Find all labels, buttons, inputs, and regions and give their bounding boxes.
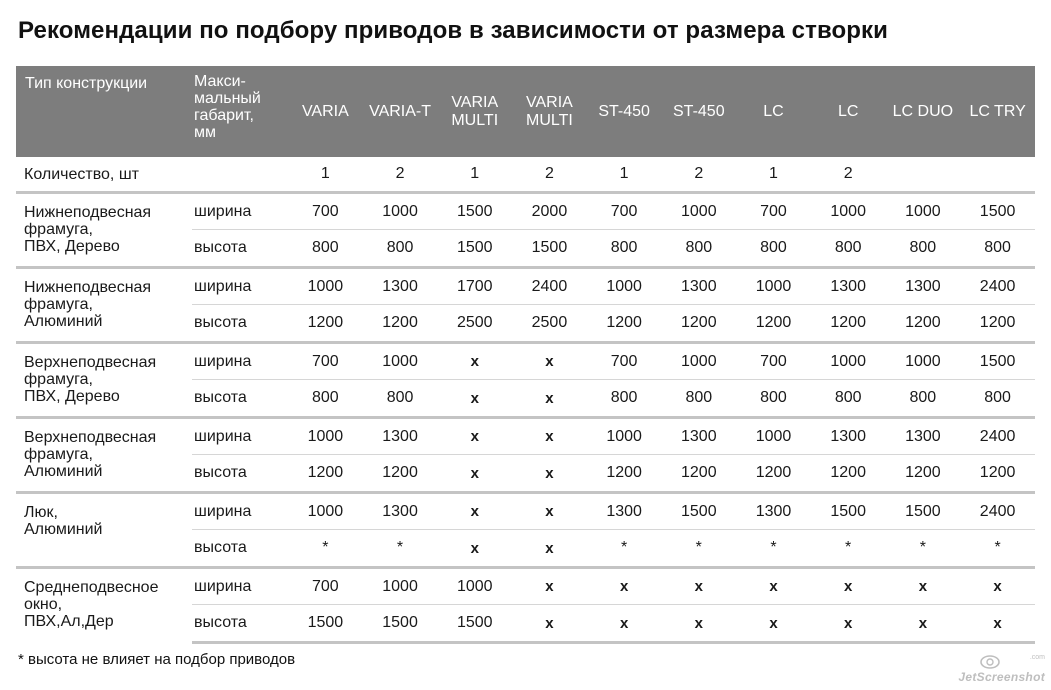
- value-cell: *: [587, 530, 662, 568]
- value-cell: 800: [736, 230, 811, 268]
- value-cell: 800: [661, 380, 736, 418]
- header-model-10: LC TRY: [960, 66, 1035, 157]
- value-cell: 1200: [587, 305, 662, 343]
- value-cell: 1200: [736, 305, 811, 343]
- value-cell: 700: [288, 343, 363, 380]
- value-cell: 1200: [811, 455, 886, 493]
- quantity-cell: 2: [512, 157, 587, 193]
- value-cell: 800: [736, 380, 811, 418]
- dimension-label: ширина: [192, 343, 288, 380]
- value-cell: 800: [960, 230, 1035, 268]
- value-cell: x: [512, 568, 587, 605]
- dimension-label: высота: [192, 380, 288, 418]
- value-cell: 1700: [437, 268, 512, 305]
- value-cell: 1200: [886, 305, 961, 343]
- value-cell: 2400: [512, 268, 587, 305]
- value-cell: 1000: [363, 343, 438, 380]
- quantity-cell: 2: [363, 157, 438, 193]
- value-cell: 1300: [363, 418, 438, 455]
- value-cell: 800: [886, 380, 961, 418]
- value-cell: 1000: [736, 418, 811, 455]
- value-cell: 1500: [363, 605, 438, 643]
- value-cell: 1300: [811, 418, 886, 455]
- quantity-cell: 1: [437, 157, 512, 193]
- actuator-spec-table: [16, 66, 1035, 644]
- header-construction-type: Тип конструкции: [16, 66, 192, 157]
- header-model-9: LC DUO: [886, 66, 961, 157]
- value-cell: *: [363, 530, 438, 568]
- quantity-cell: 2: [661, 157, 736, 193]
- value-cell: x: [512, 380, 587, 418]
- header-model-8: LC: [811, 66, 886, 157]
- value-cell: 1200: [736, 455, 811, 493]
- value-cell: 1300: [661, 268, 736, 305]
- value-cell: 800: [587, 380, 662, 418]
- value-cell: x: [512, 455, 587, 493]
- camera-shutter-icon: [979, 654, 1001, 670]
- value-cell: *: [288, 530, 363, 568]
- value-cell: 1500: [437, 230, 512, 268]
- dimension-label: высота: [192, 455, 288, 493]
- value-cell: x: [437, 530, 512, 568]
- value-cell: 800: [886, 230, 961, 268]
- header-model-6: ST-450: [661, 66, 736, 157]
- value-cell: 1000: [288, 418, 363, 455]
- watermark-logo: [933, 654, 1045, 684]
- value-cell: 2500: [512, 305, 587, 343]
- watermark-text: JetScreenshot: [958, 670, 1045, 684]
- value-cell: 800: [363, 230, 438, 268]
- value-cell: 700: [736, 343, 811, 380]
- value-cell: 2000: [512, 193, 587, 230]
- value-cell: x: [661, 568, 736, 605]
- dimension-label: ширина: [192, 568, 288, 605]
- value-cell: x: [512, 418, 587, 455]
- value-cell: 1000: [587, 418, 662, 455]
- construction-type-label: Нижнеподвесная фрамуга, Алюминий: [16, 268, 192, 343]
- value-cell: 1000: [288, 493, 363, 530]
- value-cell: 700: [587, 343, 662, 380]
- value-cell: 800: [363, 380, 438, 418]
- dimension-label: высота: [192, 605, 288, 643]
- value-cell: 1000: [886, 193, 961, 230]
- value-cell: 1500: [661, 493, 736, 530]
- quantity-label: Количество, шт: [16, 157, 288, 193]
- construction-type-label: Среднеподвесное окно, ПВХ,Ал,Дер: [16, 568, 192, 643]
- value-cell: 1500: [960, 193, 1035, 230]
- value-cell: 700: [587, 193, 662, 230]
- quantity-cell: 2: [811, 157, 886, 193]
- dimension-label: высота: [192, 305, 288, 343]
- construction-type-label: Люк, Алюминий: [16, 493, 192, 568]
- value-cell: 1300: [811, 268, 886, 305]
- header-model-3: VARIA MULTI: [437, 66, 512, 157]
- quantity-cell: 1: [736, 157, 811, 193]
- value-cell: 1200: [288, 305, 363, 343]
- value-cell: 800: [587, 230, 662, 268]
- construction-type-label: Верхнеподвесная фрамуга, ПВХ, Дерево: [16, 343, 192, 418]
- value-cell: 1200: [661, 305, 736, 343]
- value-cell: x: [960, 605, 1035, 643]
- value-cell: x: [512, 343, 587, 380]
- value-cell: x: [661, 605, 736, 643]
- value-cell: 1500: [437, 605, 512, 643]
- value-cell: 1200: [886, 455, 961, 493]
- value-cell: 1500: [811, 493, 886, 530]
- value-cell: 1200: [363, 455, 438, 493]
- value-cell: 800: [960, 380, 1035, 418]
- value-cell: x: [437, 380, 512, 418]
- dimension-label: ширина: [192, 268, 288, 305]
- header-max-size: Макси- мальный габарит, мм: [192, 66, 288, 157]
- value-cell: *: [960, 530, 1035, 568]
- table-row: [16, 568, 1035, 605]
- value-cell: *: [661, 530, 736, 568]
- value-cell: x: [437, 455, 512, 493]
- value-cell: 1200: [363, 305, 438, 343]
- value-cell: 2500: [437, 305, 512, 343]
- value-cell: 1500: [288, 605, 363, 643]
- dimension-label: ширина: [192, 493, 288, 530]
- value-cell: 1000: [288, 268, 363, 305]
- value-cell: 800: [661, 230, 736, 268]
- value-cell: *: [811, 530, 886, 568]
- value-cell: 1000: [363, 568, 438, 605]
- value-cell: 800: [811, 380, 886, 418]
- dimension-label: высота: [192, 530, 288, 568]
- construction-type-label: Нижнеподвесная фрамуга, ПВХ, Дерево: [16, 193, 192, 268]
- value-cell: 1300: [661, 418, 736, 455]
- dimension-label: ширина: [192, 193, 288, 230]
- value-cell: 800: [288, 230, 363, 268]
- quantity-cell: 1: [587, 157, 662, 193]
- table-row: [16, 343, 1035, 380]
- header-model-2: VARIA-T: [363, 66, 438, 157]
- value-cell: 1300: [736, 493, 811, 530]
- dimension-label: ширина: [192, 418, 288, 455]
- value-cell: x: [587, 568, 662, 605]
- value-cell: x: [886, 568, 961, 605]
- quantity-cell: 1: [288, 157, 363, 193]
- value-cell: 1000: [811, 193, 886, 230]
- value-cell: x: [886, 605, 961, 643]
- header-model-5: ST-450: [587, 66, 662, 157]
- header-model-7: LC: [736, 66, 811, 157]
- value-cell: 1200: [661, 455, 736, 493]
- value-cell: 1000: [661, 193, 736, 230]
- value-cell: *: [886, 530, 961, 568]
- value-cell: x: [811, 568, 886, 605]
- value-cell: 1200: [587, 455, 662, 493]
- footnote: * высота не влияет на подбор приводов: [18, 651, 296, 668]
- quantity-cell: [960, 157, 1035, 193]
- value-cell: x: [512, 605, 587, 643]
- dimension-label: высота: [192, 230, 288, 268]
- value-cell: 1200: [960, 305, 1035, 343]
- value-cell: x: [960, 568, 1035, 605]
- value-cell: 700: [288, 568, 363, 605]
- value-cell: x: [512, 530, 587, 568]
- table-row: [16, 193, 1035, 230]
- value-cell: x: [437, 343, 512, 380]
- header-model-4: VARIA MULTI: [512, 66, 587, 157]
- value-cell: 1000: [736, 268, 811, 305]
- value-cell: 800: [811, 230, 886, 268]
- value-cell: 1500: [437, 193, 512, 230]
- value-cell: x: [437, 418, 512, 455]
- value-cell: 700: [736, 193, 811, 230]
- value-cell: 1200: [960, 455, 1035, 493]
- page-title: Рекомендации по подбору приводов в зависимости от размера створки: [18, 17, 888, 44]
- value-cell: 800: [288, 380, 363, 418]
- value-cell: *: [736, 530, 811, 568]
- table-row: [16, 493, 1035, 530]
- value-cell: 1200: [288, 455, 363, 493]
- value-cell: 2400: [960, 268, 1035, 305]
- quantity-row: [16, 157, 1035, 193]
- value-cell: 1300: [363, 493, 438, 530]
- value-cell: 1000: [363, 193, 438, 230]
- value-cell: x: [736, 605, 811, 643]
- value-cell: 1300: [886, 418, 961, 455]
- value-cell: 1200: [811, 305, 886, 343]
- value-cell: 1500: [886, 493, 961, 530]
- value-cell: 1300: [587, 493, 662, 530]
- quantity-cell: [886, 157, 961, 193]
- value-cell: 2400: [960, 493, 1035, 530]
- value-cell: x: [437, 493, 512, 530]
- value-cell: 1000: [811, 343, 886, 380]
- header-model-1: VARIA: [288, 66, 363, 157]
- value-cell: x: [587, 605, 662, 643]
- value-cell: 1300: [886, 268, 961, 305]
- value-cell: x: [811, 605, 886, 643]
- value-cell: 1000: [437, 568, 512, 605]
- value-cell: 1500: [960, 343, 1035, 380]
- table-row: [16, 268, 1035, 305]
- value-cell: x: [512, 493, 587, 530]
- value-cell: 1500: [512, 230, 587, 268]
- value-cell: 2400: [960, 418, 1035, 455]
- table-row: [16, 418, 1035, 455]
- value-cell: 1000: [587, 268, 662, 305]
- watermark-suffix: .com: [1029, 654, 1045, 661]
- value-cell: x: [736, 568, 811, 605]
- construction-type-label: Верхнеподвесная фрамуга, Алюминий: [16, 418, 192, 493]
- value-cell: 700: [288, 193, 363, 230]
- value-cell: 1000: [886, 343, 961, 380]
- value-cell: 1300: [363, 268, 438, 305]
- value-cell: 1000: [661, 343, 736, 380]
- table-header-row: [16, 66, 1035, 157]
